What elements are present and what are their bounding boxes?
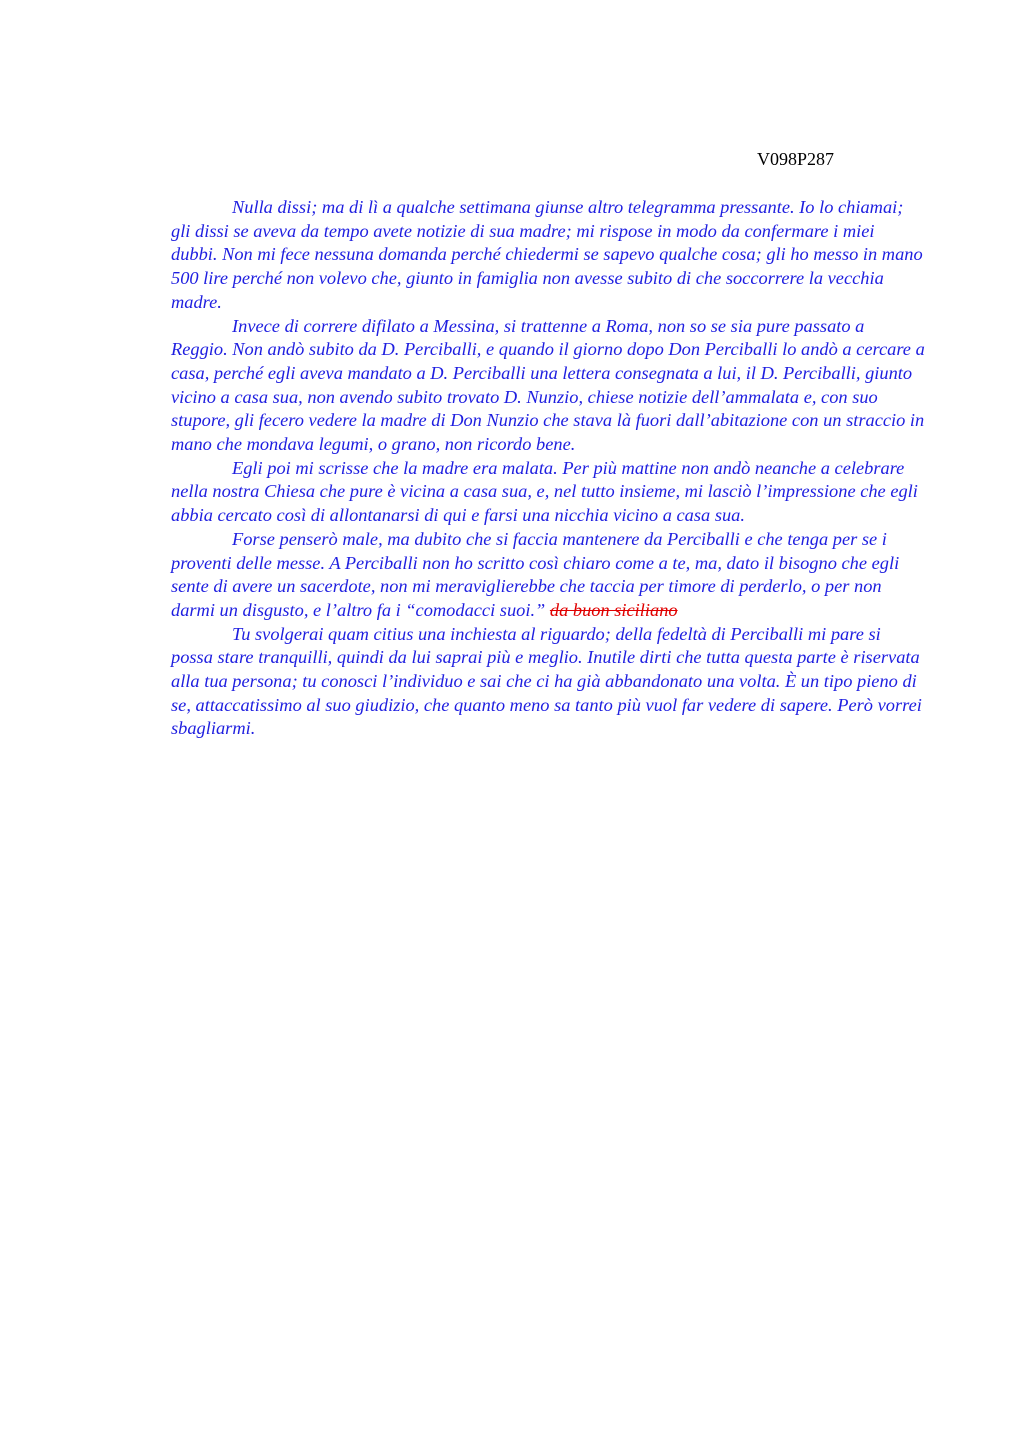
- deleted-text: da buon siciliano: [549, 599, 678, 620]
- letter-body: [171, 196, 925, 741]
- paragraph-3-text: Egli poi mi scrisse che la madre era malata. Per più mattine non andò neanche a celebrare nella nostra Chiesa che pure è vicina a casa sua, e, nel tutto insieme, mi lasciò l’impressione che egli abbia cercato così di allontanarsi di qui e farsi una nicchia vicino a casa sua.: [171, 457, 918, 526]
- paragraph-2: [171, 315, 925, 457]
- paragraph-5: [171, 623, 925, 742]
- paragraph-3: [171, 457, 925, 528]
- paragraph-5-text: Tu svolgerai quam citius una inchiesta al riguardo; della fedeltà di Perciballi mi pare si possa stare tranquilli, quindi da lui saprai più e meglio. Inutile dirti che tutta questa parte è riservata alla tua persona; tu conosci l’individuo e sai che ci ha già abbandonato una volta. È un tipo pieno di se, attaccatissimo al suo giudizio, che quanto meno sa tanto più vuol far vedere di sapere. Però vorrei sbagliarmi.: [171, 623, 922, 739]
- paragraph-4-text: Forse penserò male, ma dubito che si faccia mantenere da Perciballi e che tenga per se i proventi delle messe. A Perciballi non ho scritto così chiaro come a te, ma, dato il bisogno che egli sente di avere un sacerdote, non mi meraviglierebbe che taccia per timore di perderlo, o per non darmi un disgusto, e l’altro fa i “comodacci suoi.”: [171, 528, 900, 620]
- page-code: V098P287: [757, 149, 835, 169]
- paragraph-1: [171, 196, 925, 315]
- paragraph-4: [171, 528, 925, 623]
- paragraph-1-text: Nulla dissi; ma di lì a qualche settimana giunse altro telegramma pressante. Io lo chiamai; gli dissi se aveva da tempo avete notizie di sua madre; mi rispose in modo da confermare i miei dubbi. Non mi fece nessuna domanda perché chiedermi se sapevo qualche cosa; gli ho messo in mano 500 lire perché non volevo che, giunto in famiglia non avesse subito di che soccorrere la vecchia madre.: [171, 197, 923, 312]
- paragraph-2-text: Invece di correre difilato a Messina, si trattenne a Roma, non so se sia pure passato a Reggio. Non andò subito da D. Perciballi, e quando il giorno dopo Don Perciballi lo andò a cercare a casa, perché egli aveva mandato a D. Perciballi una lettera consegnata a lui, il D. Perciballi, giunto vicino a casa sua, non avendo subito trovato D. Nunzio, chiese notizie dell’ammalata e, con suo stupore, gli fecero vedere la madre di Don Nunzio che stava là fuori dall’abitazione con un straccio in mano che mondava legumi, o grano, non ricordo bene.: [171, 315, 925, 455]
